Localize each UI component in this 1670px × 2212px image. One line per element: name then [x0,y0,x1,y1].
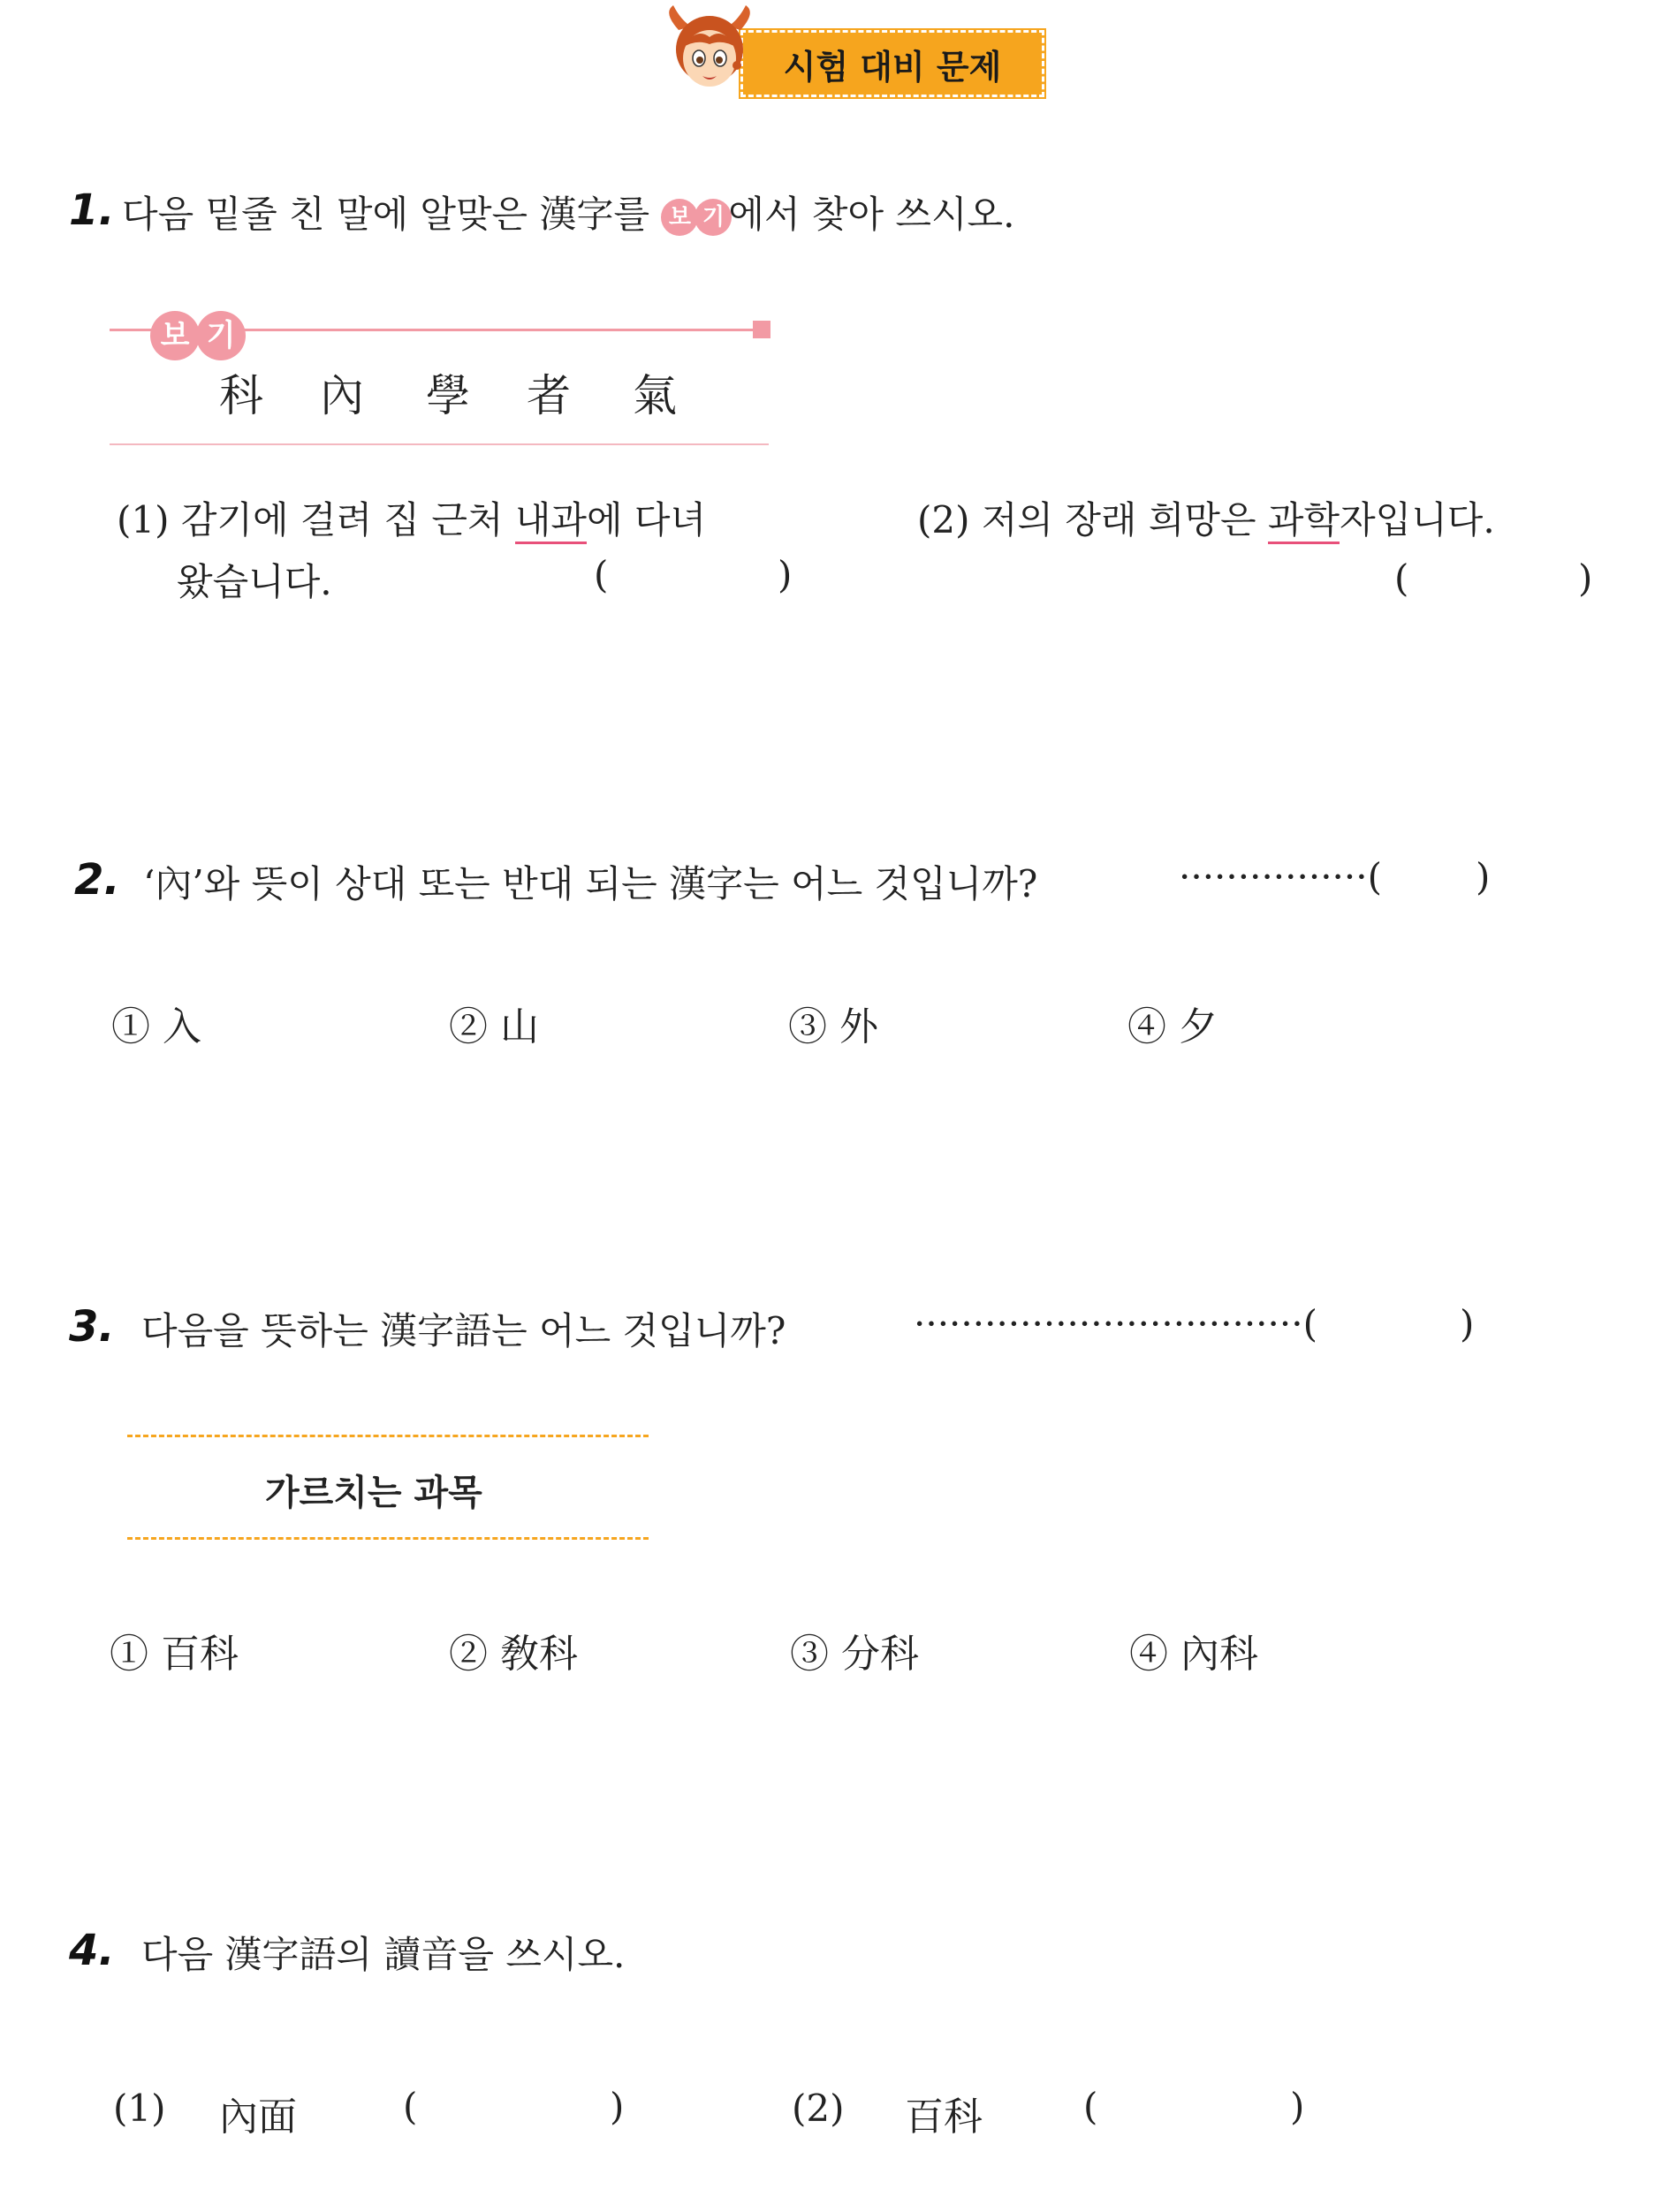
option-1[interactable]: ① 百科 [110,1632,239,1677]
question-1 [69,186,115,235]
sub-text: 감기에 걸려 집 근처 [180,498,515,542]
question-number: 2. [74,855,120,905]
sub-text: 저의 장래 희망은 [981,498,1268,542]
answer-paren-close: ) [1290,2085,1305,2128]
underlined-word: 과학 [1268,498,1340,544]
question-number: 1. [69,186,115,235]
question-number: 3. [69,1302,115,1352]
question-1-text [122,186,1014,239]
question-4-text: 다음 漢字語의 讀音을 쓰시오. [141,1933,626,1976]
hanja-word: 百科 [905,2095,983,2140]
header-title: 시험 대비 문제 [740,30,1044,97]
sub-number: (2) [917,498,970,542]
sub-text: 에 다녀 [587,498,707,542]
question-text: 다음 밑줄 친 말에 알맞은 漢字를 [122,193,650,236]
answer-leader-dots: ················( [1179,855,1382,898]
option-2[interactable]: ② 山 [449,1004,539,1049]
option-1[interactable]: ① 入 [111,1004,201,1049]
underlined-word: 내과 [515,498,587,544]
answer-paren-open: ( [1394,557,1409,600]
answer-paren-open: ( [1083,2085,1098,2128]
bogi-badge-char: 보 [661,199,698,236]
q1-sub2 [917,491,1495,544]
option-3[interactable]: ③ 外 [788,1004,878,1049]
question-text: 에서 찾아 쓰시오. [728,193,1015,236]
option-2[interactable]: ② 敎科 [449,1632,578,1677]
bogi-label-char: 보 [150,311,200,360]
bogi-badge [661,199,728,236]
option-3[interactable]: ③ 分科 [790,1632,919,1677]
question-number: 4. [69,1926,115,1975]
sub-number: (1) [117,498,170,542]
answer-paren-close: ) [1578,557,1593,600]
bogi-char: 者 [527,370,571,421]
option-4[interactable]: ④ 內科 [1129,1632,1258,1677]
answer-paren-close: ) [778,553,793,596]
sub-number: (1) [113,2087,166,2130]
option-4[interactable]: ④ 夕 [1127,1004,1218,1049]
sub-text: 왔습니다. [177,560,332,603]
definition-box-bottom [127,1537,649,1540]
answer-paren-open: ( [594,553,609,596]
bogi-char: 氣 [633,370,677,421]
sub-text: 자입니다. [1340,498,1495,542]
answer-paren-close: ) [1476,855,1491,898]
question-2-text: ‘內’와 뜻이 상대 또는 반대 되는 漢字는 어느 것입니까? [143,862,1038,905]
hanja-word: 內面 [219,2095,297,2140]
girl-mascot-icon [661,4,758,101]
bogi-char: 科 [219,370,263,421]
answer-leader-dots: ·································( [914,1302,1317,1345]
q1-sub1 [117,491,706,544]
answer-paren-close: ) [610,2085,625,2128]
bogi-char: 學 [426,370,470,421]
answer-paren-open: ( [403,2085,418,2128]
bogi-char: 內 [320,370,364,421]
sub-number: (2) [792,2087,845,2130]
question-3-text: 다음을 뜻하는 漢字語는 어느 것입니까? [141,1309,786,1352]
bogi-label-char: 기 [196,311,246,360]
bogi-label [150,311,242,360]
definition-text: 가르치는 과목 [265,1473,482,1513]
bogi-badge-char: 기 [695,199,732,236]
definition-box-top [127,1435,649,1437]
bogi-bottom-line [110,443,769,445]
answer-paren-close: ) [1460,1302,1475,1345]
bogi-line-end [753,321,770,338]
